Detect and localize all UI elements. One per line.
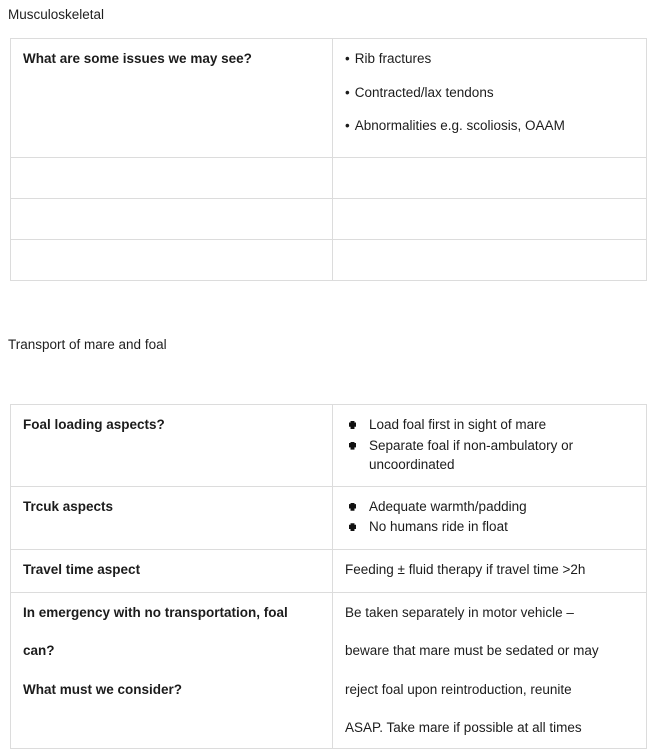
round-bullet-icon: • (345, 84, 350, 100)
question-line: What must we consider? (23, 681, 183, 697)
bullet-item (345, 116, 634, 136)
bullet-item (345, 83, 634, 103)
question-cell: What are some issues we may see? (11, 39, 333, 158)
list-item (345, 497, 634, 517)
bullet-list (345, 415, 634, 475)
answer-line: beware that mare must be sedated or may (345, 643, 599, 659)
table-row (11, 592, 647, 748)
section-heading-transport: Transport of mare and foal (8, 337, 167, 352)
question-cell: Trcuk aspects (11, 486, 333, 549)
table-row (11, 549, 647, 592)
answer-cell (333, 240, 647, 281)
list-item (345, 517, 634, 537)
question-cell: Travel time aspect (11, 549, 333, 592)
bullet-text: Load foal first in sight of mare (369, 417, 547, 432)
answer-line: reject foal upon reintroduction, reunite (345, 681, 572, 697)
answer-cell (333, 405, 647, 487)
question-line: can? (23, 643, 55, 659)
bullet-text: Separate foal if non-ambulatory or uncoordinated (369, 437, 574, 473)
bullet-list (345, 497, 634, 537)
bullet-item (345, 49, 634, 69)
table-row (11, 405, 647, 487)
answer-cell (333, 592, 647, 748)
bullet-text: Abnormalities e.g. scoliosis, OAAM (354, 118, 565, 134)
bullet-text: Adequate warmth/padding (369, 498, 527, 514)
table-row (11, 240, 647, 281)
table-row (11, 39, 647, 158)
question-cell (11, 592, 333, 748)
wingding-square-bullet-icon (349, 421, 356, 429)
bullet-text: No humans ride in float (369, 519, 508, 535)
bullet-text: Rib fractures (354, 51, 432, 66)
question-line: In emergency with no transportation, foal (23, 604, 288, 620)
question-cell (11, 240, 333, 281)
question-cell: Foal loading aspects? (11, 405, 333, 487)
wingding-square-bullet-icon (349, 442, 356, 450)
question-cell (11, 158, 333, 199)
answer-cell: Feeding ± fluid therapy if travel time >2h (333, 549, 647, 592)
transport-table (10, 404, 647, 749)
answer-cell (333, 199, 647, 240)
question-cell (11, 199, 333, 240)
section-heading-musculoskeletal: Musculoskeletal (8, 7, 105, 22)
wingding-square-bullet-icon (349, 523, 356, 531)
round-bullet-icon: • (345, 118, 350, 134)
answer-cell (333, 486, 647, 549)
list-item (345, 415, 634, 435)
answer-line: ASAP. Take mare if possible at all times (345, 720, 582, 736)
answer-line: Be taken separately in motor vehicle – (345, 604, 574, 620)
answer-cell (333, 39, 647, 158)
table-row (11, 158, 647, 199)
table-row (11, 486, 647, 549)
list-item (345, 436, 634, 475)
round-bullet-icon: • (345, 51, 350, 66)
wingding-square-bullet-icon (349, 503, 356, 511)
table-row (11, 199, 647, 240)
answer-cell (333, 158, 647, 199)
musculoskeletal-table (10, 38, 647, 281)
bullet-text: Contracted/lax tendons (354, 84, 494, 100)
